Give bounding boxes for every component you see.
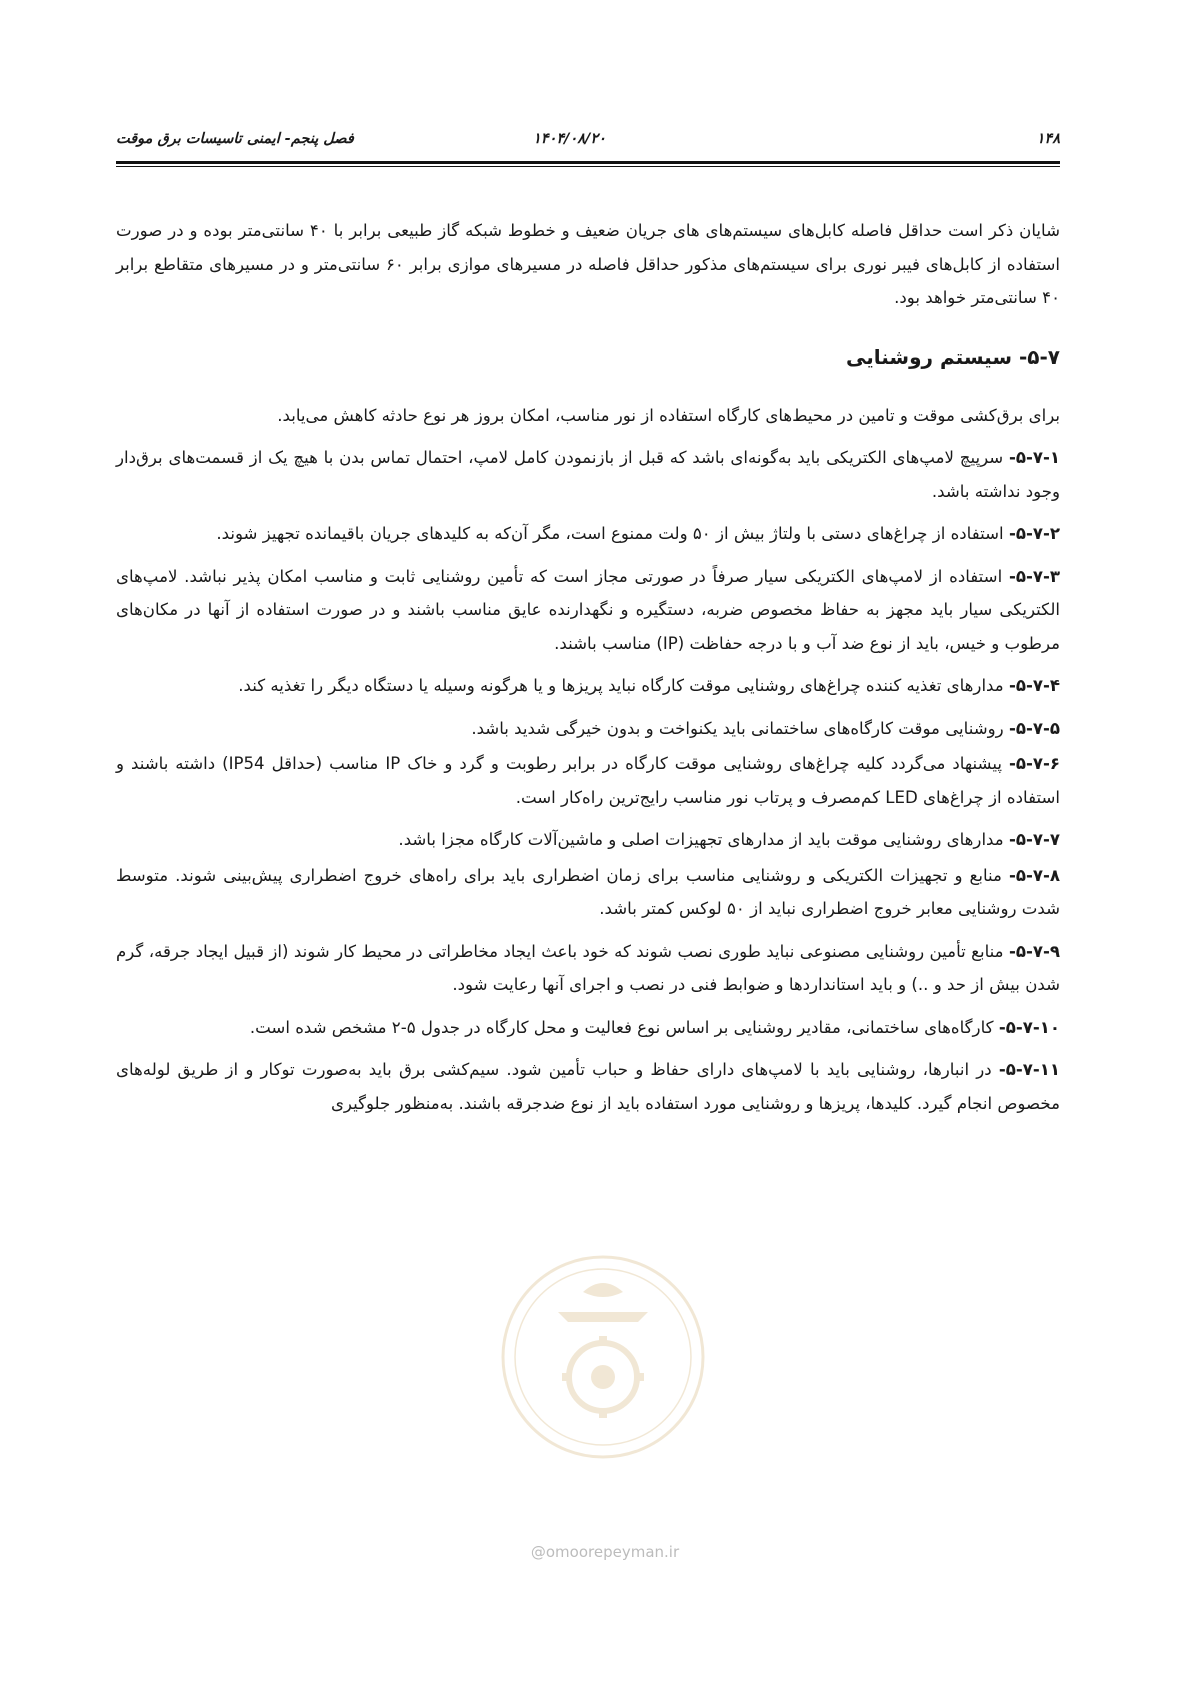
list-item <box>116 560 1060 661</box>
page-number: ۱۴۸ <box>1036 131 1060 147</box>
item-number: ۵-۷-۳- <box>1008 566 1060 586</box>
item-number: ۵-۷-۹- <box>1008 941 1060 961</box>
header-date: ۱۴۰۴/۰۸/۲۰ <box>533 131 606 147</box>
list-item <box>116 712 1060 746</box>
list-item <box>116 1053 1060 1120</box>
item-number: ۵-۷-۵- <box>1008 718 1060 738</box>
item-text: استفاده از لامپ‌های الکتریکی سیار صرفاً در صورتی مجاز است که تأمین روشنایی ثابت و مناسب امکان پذیر نباشد. لامپ‌های الکتریکی سیار باید مجهز به حفاظ مخصوص ضربه، دستگیره و نگهدارنده عایق مناسب باشند و در صورت استفاده از آنها در مکان‌های مرطوب و خیس، باید از نوع ضد آب و با درجه حفاظت (IP) مناسب باشند. <box>116 566 1060 653</box>
item-number: ۵-۷-۶- <box>1008 754 1061 773</box>
list-item <box>116 1011 1060 1045</box>
item-text: استفاده از چراغ‌های دستی با ولتاژ بیش از ۵۰ ولت ممنوع است، مگر آن‌که به کلیدهای جریان باقیمانده تجهیز شوند. <box>216 524 1009 543</box>
section-heading: ۵-۷- سیستم روشنایی <box>845 344 1060 369</box>
section-lead: برای برق‌کشی موقت و تامین در محیط‌های کارگاه استفاده از نور مناسب، امکان بروز هر نوع حادثه کاهش می‌یابد. <box>277 405 1060 425</box>
list-item <box>116 441 1060 508</box>
list-item <box>116 935 1060 1002</box>
item-text: منابع تأمین روشنایی مصنوعی نباید طوری نصب شوند که خود باعث ایجاد مخاطراتی در محیط کار شوند (از قبیل ایجاد جرقه، گرم شدن بیش از حد و ..) و باید استانداردها و ضوابط فنی در نصب و اجرای آنها رعایت شود. <box>116 941 1060 994</box>
header-rule-thick <box>116 161 1060 164</box>
item-number: ۵-۷-۱۱- <box>998 1060 1060 1079</box>
page-header <box>116 131 1060 155</box>
item-number: ۵-۷-۱- <box>1008 448 1060 467</box>
item-number: ۵-۷-۴- <box>1008 676 1060 695</box>
item-number: ۵-۷-۱۰- <box>998 1017 1060 1037</box>
item-text: سرپیچ لامپ‌های الکتریکی باید به‌گونه‌ای باشد که قبل از بازنمودن کامل لامپ، احتمال تماس بدن با هیچ یک از قسمت‌های برق‌دار وجود نداشته باشد. <box>116 448 1060 501</box>
list-item <box>116 859 1060 926</box>
item-number: ۵-۷-۸- <box>1008 865 1060 885</box>
item-text: مدارهای روشنایی موقت باید از مدارهای تجهیزات اصلی و ماشین‌آلات کارگاه مجزا باشد. <box>398 830 1009 849</box>
item-number: ۵-۷-۲- <box>1008 524 1060 543</box>
header-rule-thin <box>116 166 1060 167</box>
item-text: در انبارها، روشنایی باید با لامپ‌های دارای حفاظ و حباب تأمین شود. سیم‌کشی برق باید به‌صورت توکار و از طریق لوله‌های مخصوص انجام گیرد. کلیدها، پریزها و روشنایی مورد استفاده باید از نوع ضدجرقه باشند. به‌منظور جلوگیری <box>116 1060 1060 1113</box>
item-text: مدارهای تغذیه کننده چراغ‌های روشنایی موقت کارگاه نباید پریزها و یا هرگونه وسیله یا دستگاه دیگر را تغذیه کند. <box>238 676 1009 695</box>
list-item <box>116 669 1060 703</box>
list-item <box>116 517 1060 551</box>
watermark-url: @omoorepeyman.ir <box>530 1543 680 1561</box>
list-item <box>116 823 1060 857</box>
watermark-seal-icon <box>498 1252 708 1462</box>
list-item <box>116 747 1060 814</box>
intro-paragraph: شایان ذکر است حداقل فاصله کابل‌های سیستم‌های های جریان ضعیف و خطوط شبکه گاز طبیعی برابر با ۴۰ سانتی‌متر بوده و در صورت استفاده از کابل‌های فیبر نوری برای سیستم‌های مذکور حداقل فاصله در مسیرهای موازی برابر ۶۰ سانتی‌متر و در مسیرهای متقاطع برابر ۴۰ سانتی‌متر خواهد بود. <box>116 221 1061 307</box>
document-body <box>116 214 1060 1129</box>
item-number: ۵-۷-۷- <box>1008 830 1060 849</box>
item-text: روشنایی موقت کارگاه‌های ساختمانی باید یکنواخت و بدون خیرگی شدید باشد. <box>471 718 1009 738</box>
item-text: کارگاه‌های ساختمانی، مقادیر روشنایی بر اساس نوع فعالیت و محل کارگاه در جدول ۵-۲ مشخص شده است. <box>249 1017 999 1037</box>
item-text: منابع و تجهیزات الکتریکی و روشنایی مناسب برای زمان اضطراری باید برای راه‌های خروج اضطراری پیش‌بینی شوند. متوسط شدت روشنایی معابر خروج اضطراری نباید از ۵۰ لوکس کمتر باشد. <box>116 865 1060 918</box>
chapter-title: فصل پنجم- ایمنی تاسیسات برق موقت <box>116 131 354 147</box>
item-text: پیشنهاد می‌گردد کلیه چراغ‌های روشنایی موقت کارگاه در برابر رطوبت و گرد و خاک IP مناسب (حداقل IP54) داشته باشند و استفاده از چراغ‌های LED کم‌مصرف و پرتاب نور مناسب رایج‌ترین راه‌کار است. <box>116 754 1060 807</box>
